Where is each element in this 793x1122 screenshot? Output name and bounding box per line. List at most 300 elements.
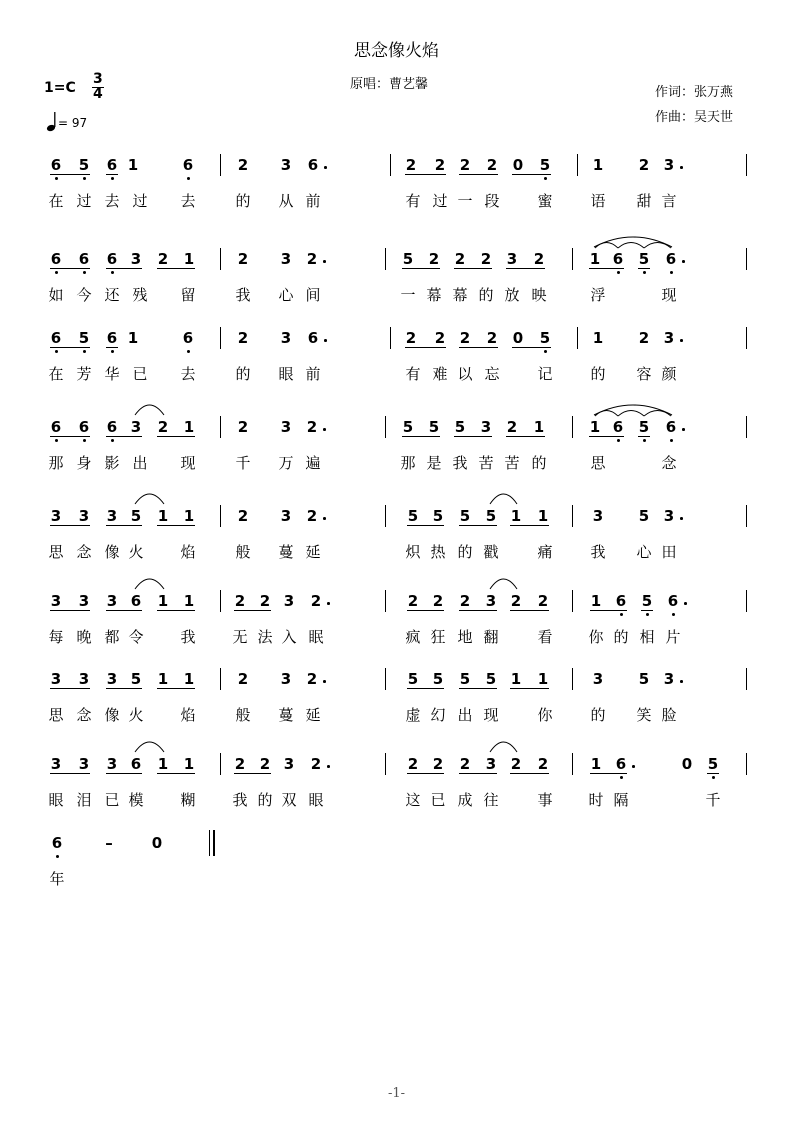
lyric-char: 间	[305, 286, 321, 304]
lyric-char: 我	[232, 791, 248, 809]
score-note: 1	[510, 507, 522, 525]
augmentation-dot	[327, 765, 330, 768]
barline	[746, 154, 747, 176]
score-note: 2	[259, 755, 271, 773]
lyric-char: 延	[305, 543, 321, 561]
lyric-char: 狂	[430, 628, 446, 646]
lyric-char: 身	[76, 454, 92, 472]
eighth-underline	[407, 688, 444, 689]
barline	[572, 416, 573, 438]
octave-dot	[55, 439, 58, 442]
score-note: 2	[454, 250, 466, 268]
score-note: 1	[533, 418, 545, 436]
lyric-char: 这	[405, 791, 421, 809]
lyric-char: 思	[48, 706, 64, 724]
score-note: 3	[592, 670, 604, 688]
barline	[746, 416, 747, 438]
score-note: 5	[638, 670, 650, 688]
lyric-char: 念	[661, 454, 677, 472]
lyric-char: 心	[278, 286, 294, 304]
score-note: 2	[157, 418, 169, 436]
lyric-char: 千	[235, 454, 251, 472]
lyric-char: 焰	[180, 706, 196, 724]
score-note: 6	[665, 418, 677, 436]
barline	[390, 154, 391, 176]
score-note: 2	[237, 418, 249, 436]
score-note: 1	[590, 592, 602, 610]
eighth-underline	[402, 436, 440, 437]
lyric-char: 思	[590, 454, 606, 472]
score-note: 3	[663, 507, 675, 525]
score-note: 5	[130, 670, 142, 688]
score-note: 2	[405, 156, 417, 174]
score-note: 3	[50, 670, 62, 688]
eighth-underline	[106, 347, 118, 348]
barline	[220, 753, 221, 775]
score-note: 2	[310, 755, 322, 773]
octave-dot	[617, 271, 620, 274]
score-note: 2	[638, 156, 650, 174]
score-note: 2	[459, 755, 471, 773]
lyric-char: 段	[484, 192, 500, 210]
slur	[487, 736, 520, 754]
lyric-char: 地	[457, 628, 473, 646]
lyric-char: 戳	[483, 543, 499, 561]
augmentation-dot	[682, 428, 685, 431]
score-note: 1	[157, 670, 169, 688]
eighth-underline	[506, 268, 545, 269]
song-title: 思念像火焰	[354, 41, 439, 61]
lyric-char: 一	[400, 286, 416, 304]
barline	[385, 668, 386, 690]
augmentation-dot	[324, 339, 327, 342]
lyric-char: 影	[104, 454, 120, 472]
score-note: 1	[157, 755, 169, 773]
score-note: 6	[106, 250, 118, 268]
lyric-char: 难	[432, 365, 448, 383]
time-signature-denominator: 4	[93, 86, 103, 102]
lyric-char: 无	[232, 628, 248, 646]
lyric-char: 成	[457, 791, 473, 809]
slur	[132, 399, 167, 417]
lyric-char: 过	[76, 192, 92, 210]
lyric-char: 的	[257, 791, 273, 809]
lyric-char: 在	[48, 192, 64, 210]
score-note: 0	[512, 329, 524, 347]
barline	[385, 590, 386, 612]
eighth-underline	[157, 525, 195, 526]
eighth-underline	[638, 268, 650, 269]
lyric-char: 忘	[484, 365, 500, 383]
lyric-char: 现	[661, 286, 677, 304]
lyric-char: 前	[305, 192, 321, 210]
score-note: 2	[306, 507, 318, 525]
lyric-char: 晚	[76, 628, 92, 646]
lyric-char: 延	[305, 706, 321, 724]
score-note: 6	[665, 250, 677, 268]
lyric-char: 的	[590, 365, 606, 383]
score-note: 3	[283, 592, 295, 610]
barline	[572, 590, 573, 612]
score-note: 5	[539, 156, 551, 174]
eighth-underline	[407, 773, 444, 774]
eighth-underline	[50, 688, 90, 689]
score-note: 3	[50, 755, 62, 773]
lyric-char: 去	[104, 192, 120, 210]
score-note: 6	[615, 755, 627, 773]
octave-dot	[544, 177, 547, 180]
lyric-char: 的	[457, 543, 473, 561]
tempo-marking: = 97	[58, 116, 88, 130]
score-note: 1	[592, 329, 604, 347]
eighth-underline	[506, 436, 545, 437]
lyric-char: 的	[235, 192, 251, 210]
eighth-underline	[510, 688, 549, 689]
lyric-char: 蔓	[278, 543, 294, 561]
score-note: 1	[589, 250, 601, 268]
lyric-char: 过	[432, 192, 448, 210]
score-note: 1	[127, 329, 139, 347]
score-note: 1	[183, 592, 195, 610]
lyric-char: 往	[483, 791, 499, 809]
lyric-char: 念	[76, 543, 92, 561]
eighth-underline	[157, 268, 195, 269]
score-note: 6	[50, 156, 62, 174]
lyric-char: 事	[537, 791, 553, 809]
score-note: 2	[486, 156, 498, 174]
eighth-underline	[510, 610, 549, 611]
score-note: 5	[78, 156, 90, 174]
key-signature: 1=C	[44, 80, 76, 96]
score-note: 3	[280, 670, 292, 688]
lyric-char: 万	[278, 454, 294, 472]
eighth-underline	[510, 773, 549, 774]
barline	[385, 248, 386, 270]
eighth-underline	[50, 347, 90, 348]
lyric-char: 入	[281, 628, 297, 646]
augmentation-dot	[680, 339, 683, 342]
eighth-underline	[50, 525, 90, 526]
eighth-underline	[707, 773, 719, 774]
eighth-underline	[512, 347, 551, 348]
eighth-underline	[50, 268, 90, 269]
eighth-underline	[234, 773, 271, 774]
lyric-char: 我	[590, 543, 606, 561]
lyric-char: 火	[128, 543, 144, 561]
lyric-char: 去	[180, 192, 196, 210]
score-note: 3	[485, 592, 497, 610]
score-note: 6	[667, 592, 679, 610]
score-note: 6	[612, 418, 624, 436]
score-note: 6	[182, 329, 194, 347]
eighth-underline	[459, 610, 497, 611]
score-note: 1	[127, 156, 139, 174]
eighth-underline	[50, 610, 90, 611]
score-note: 5	[485, 507, 497, 525]
lyric-char: 芳	[76, 365, 92, 383]
lyric-char: 泪	[76, 791, 92, 809]
lyric-char: 以	[457, 365, 473, 383]
eighth-underline	[407, 525, 444, 526]
barline	[220, 327, 221, 349]
score-note: 6	[50, 418, 62, 436]
octave-dot	[83, 350, 86, 353]
score-note: 5	[428, 418, 440, 436]
lyric-char: 已	[430, 791, 446, 809]
score-note: 5	[402, 250, 414, 268]
barline	[220, 416, 221, 438]
score-note: 3	[106, 592, 118, 610]
lyric-char: 映	[531, 286, 547, 304]
lyric-char: 甜	[636, 192, 652, 210]
barline	[220, 590, 221, 612]
score-note: 2	[407, 592, 419, 610]
score-note: 3	[283, 755, 295, 773]
score-note: 1	[589, 418, 601, 436]
augmentation-dot	[323, 260, 326, 263]
score-note: 6	[612, 250, 624, 268]
augmentation-dot	[632, 765, 635, 768]
barline	[220, 505, 221, 527]
eighth-underline	[157, 688, 195, 689]
score-note: 3	[78, 755, 90, 773]
score-note: 2	[407, 755, 419, 773]
slur	[487, 488, 520, 506]
lyric-char: 出	[457, 706, 473, 724]
score-note: 2	[405, 329, 417, 347]
octave-dot	[111, 439, 114, 442]
barline	[572, 668, 573, 690]
score-note: 1	[183, 755, 195, 773]
eighth-underline	[50, 174, 90, 175]
octave-dot	[643, 271, 646, 274]
score-note: 2	[537, 755, 549, 773]
score-note: 2	[306, 670, 318, 688]
octave-dot	[643, 439, 646, 442]
score-note: 2	[306, 418, 318, 436]
score-note: 3	[106, 670, 118, 688]
score-note: 5	[638, 250, 650, 268]
lyric-char: 令	[128, 628, 144, 646]
eighth-underline	[512, 174, 551, 175]
eighth-underline	[106, 174, 118, 175]
barline	[746, 505, 747, 527]
eighth-underline	[106, 268, 142, 269]
octave-dot	[111, 271, 114, 274]
lyric-char: 心	[636, 543, 652, 561]
lyric-char: 如	[48, 286, 64, 304]
score-note: 3	[663, 670, 675, 688]
score-note: 3	[280, 250, 292, 268]
lyric-char: 我	[180, 628, 196, 646]
composer-credit: 作曲：吴天世	[655, 110, 734, 125]
octave-dot	[670, 271, 673, 274]
page-number: -1-	[387, 1086, 406, 1101]
lyric-char: 幕	[452, 286, 468, 304]
slur	[132, 488, 167, 506]
lyric-char: 已	[104, 791, 120, 809]
lyric-char: 看	[537, 628, 553, 646]
score-note: 2	[306, 250, 318, 268]
score-note: 5	[432, 670, 444, 688]
eighth-underline	[234, 610, 271, 611]
eighth-underline	[459, 525, 497, 526]
score-note: 1	[183, 507, 195, 525]
lyric-char: 虚	[405, 706, 421, 724]
lyric-char: 模	[128, 791, 144, 809]
barline	[746, 327, 747, 349]
score-note: 3	[78, 507, 90, 525]
score-note: 3	[485, 755, 497, 773]
barline	[385, 416, 386, 438]
barline	[746, 753, 747, 775]
lyric-char: 遍	[305, 454, 321, 472]
augmentation-dot	[323, 680, 326, 683]
eighth-underline	[407, 610, 444, 611]
eighth-underline	[459, 174, 498, 175]
barline	[572, 505, 573, 527]
score-note: 5	[130, 507, 142, 525]
score-note: 3	[663, 329, 675, 347]
score-note: 2	[237, 156, 249, 174]
lyric-char: 那	[400, 454, 416, 472]
score-note: 2	[432, 755, 444, 773]
lyric-char: 是	[426, 454, 442, 472]
slur	[132, 573, 167, 591]
lyric-char: 语	[590, 192, 606, 210]
octave-dot	[672, 613, 675, 616]
lyric-char: 般	[235, 706, 251, 724]
lyric-char: 般	[235, 543, 251, 561]
score-note: 0	[512, 156, 524, 174]
lyric-char: 的	[478, 286, 494, 304]
eighth-underline	[459, 773, 497, 774]
lyric-char: 已	[132, 365, 148, 383]
score-note: 2	[459, 329, 471, 347]
lyric-char: 笑	[636, 706, 652, 724]
augmentation-dot	[682, 260, 685, 263]
octave-dot	[83, 177, 86, 180]
score-note: 3	[78, 592, 90, 610]
eighth-underline	[590, 610, 627, 611]
lyric-char: 蔓	[278, 706, 294, 724]
lyric-char: 眼	[48, 791, 64, 809]
score-note: 3	[280, 418, 292, 436]
score-note: 6	[307, 329, 319, 347]
lyric-char: 翻	[483, 628, 499, 646]
score-note: 5	[459, 670, 471, 688]
lyric-char: 那	[48, 454, 64, 472]
lyric-char: 苦	[478, 454, 494, 472]
lyric-char: 蜜	[537, 192, 553, 210]
score-note: 0	[681, 755, 693, 773]
score-note: 2	[259, 592, 271, 610]
lyric-char: 炽	[405, 543, 421, 561]
score-note: 2	[432, 592, 444, 610]
score-note: 2	[234, 755, 246, 773]
score-note: 3	[106, 755, 118, 773]
score-note: 3	[78, 670, 90, 688]
score-note: 3	[663, 156, 675, 174]
score-note: 6	[78, 418, 90, 436]
lyric-char: 的	[531, 454, 547, 472]
score-note: 2	[510, 755, 522, 773]
eighth-underline	[589, 436, 624, 437]
lyric-char: 的	[590, 706, 606, 724]
score-note: 5	[707, 755, 719, 773]
eighth-underline	[589, 268, 624, 269]
slur	[487, 573, 520, 591]
score-note: 6	[130, 592, 142, 610]
augmentation-dot	[680, 517, 683, 520]
score-note: 6	[182, 156, 194, 174]
lyric-char: 脸	[661, 706, 677, 724]
lyric-char: 隔	[613, 791, 629, 809]
score-note: 2	[237, 507, 249, 525]
lyric-char: 热	[430, 543, 446, 561]
score-note: 2	[459, 156, 471, 174]
eighth-underline	[641, 610, 653, 611]
score-note: 1	[537, 507, 549, 525]
octave-dot	[83, 271, 86, 274]
score-note: 6	[106, 418, 118, 436]
augmentation-dot	[680, 680, 683, 683]
lyric-char: 从	[278, 192, 294, 210]
eighth-underline	[106, 773, 142, 774]
barline	[390, 327, 391, 349]
score-note: 3	[280, 329, 292, 347]
lyric-char: 出	[132, 454, 148, 472]
score-note: 6	[106, 156, 118, 174]
score-note: 3	[50, 592, 62, 610]
lyric-char: 幕	[426, 286, 442, 304]
score-note: 3	[506, 250, 518, 268]
barline	[746, 248, 747, 270]
score-note: 6	[50, 329, 62, 347]
barline	[385, 505, 386, 527]
lyric-char: 去	[180, 365, 196, 383]
final-barline-thick	[213, 830, 215, 856]
score-note: 2	[434, 156, 446, 174]
score-note: 5	[407, 507, 419, 525]
score-note: 1	[592, 156, 604, 174]
augmentation-dot	[323, 428, 326, 431]
lyric-char: 像	[104, 706, 120, 724]
score-note: 5	[402, 418, 414, 436]
lyric-char: 年	[49, 870, 65, 888]
octave-dot	[620, 613, 623, 616]
lyric-char: 时	[588, 791, 604, 809]
octave-dot	[712, 776, 715, 779]
lyric-char: 言	[661, 192, 677, 210]
lyric-char: 的	[235, 365, 251, 383]
score-note: 2	[537, 592, 549, 610]
lyric-char: 的	[613, 628, 629, 646]
score-note: 6	[130, 755, 142, 773]
octave-dot	[83, 439, 86, 442]
octave-dot	[620, 776, 623, 779]
augmentation-dot	[680, 166, 683, 169]
lyricist-credit: 作词：张万燕	[655, 85, 734, 100]
score-note: 5	[78, 329, 90, 347]
score-note: 3	[280, 507, 292, 525]
score-note: 5	[539, 329, 551, 347]
lyric-char: 法	[257, 628, 273, 646]
lyric-char: 还	[104, 286, 120, 304]
octave-dot	[55, 271, 58, 274]
score-note: 3	[130, 418, 142, 436]
score-note: 6	[51, 834, 63, 852]
